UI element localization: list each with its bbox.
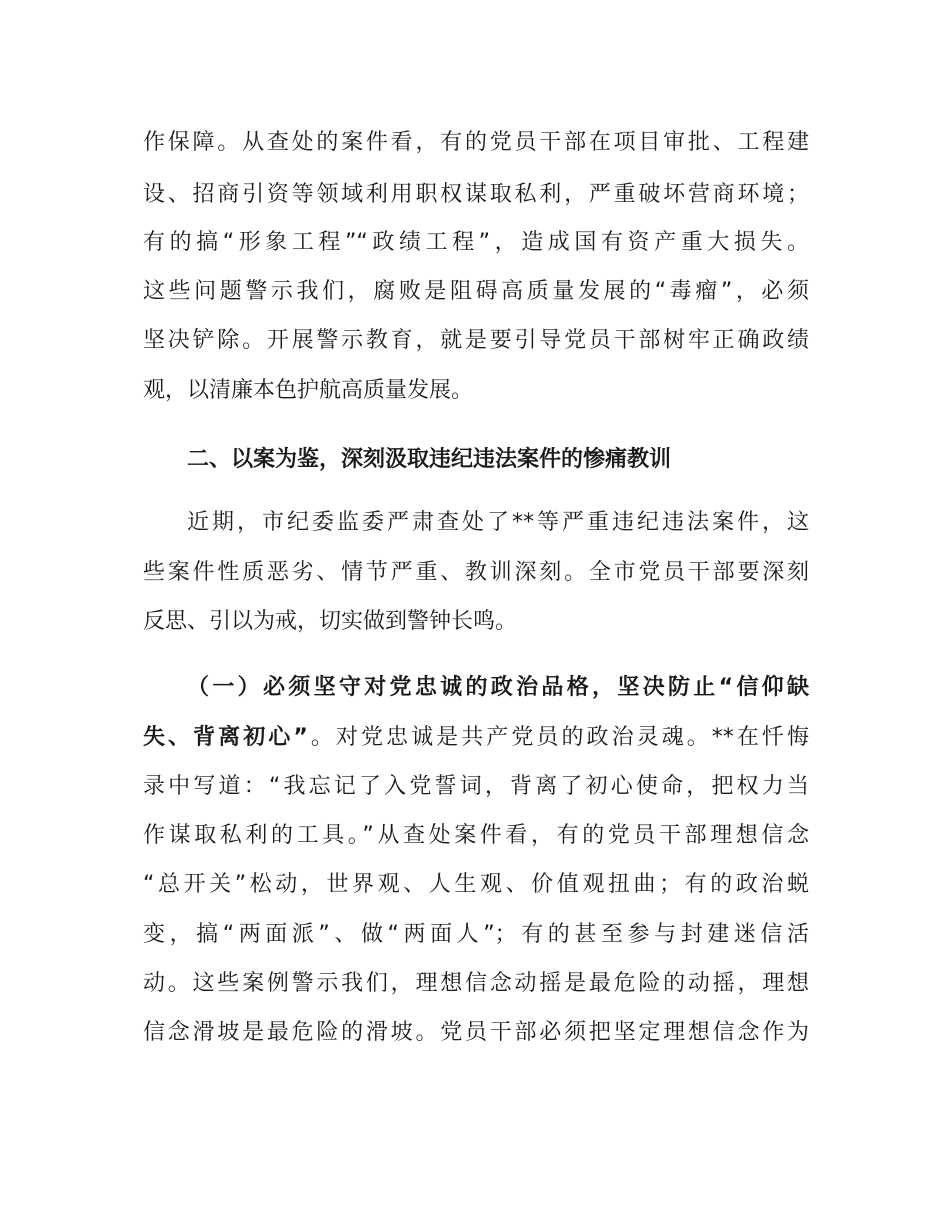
paragraph-line: 这些问题警示我们，腐败是阻碍高质量发展的“毒瘤”，必须 <box>143 279 809 304</box>
paragraph-text: 。对党忠诚是共产党员的政治灵魂。**在忏悔 <box>307 725 809 750</box>
paragraph-line: “总开关”松动，世界观、人生观、价值观扭曲；有的政治蜕 <box>143 872 809 897</box>
paragraph-line: 设、招商引资等领域利用职权谋取私利，严重破坏营商环境； <box>143 182 809 207</box>
paragraph-line: 录中写道：“我忘记了入党誓词，背离了初心使命，把权力当 <box>143 774 809 799</box>
paragraph-line: 信念滑坡是最危险的滑坡。党员干部必须把坚定理想信念作为 <box>143 1020 809 1045</box>
paragraph-line: 作谋取私利的工具。”从查处案件看，有的党员干部理想信念 <box>143 823 809 848</box>
subsection-heading: （一）必须坚守对党忠诚的政治品格，坚决防止“信仰缺 <box>187 675 809 700</box>
paragraph-line <box>143 712 809 764</box>
section-heading: 二、以案为鉴，深刻汲取违纪违法案件的惨痛教训 <box>187 447 672 472</box>
paragraph-line: 作保障。从查处的案件看，有的党员干部在项目审批、工程建 <box>143 130 809 155</box>
paragraph-line: 些案件性质恶劣、情节严重、教训深刻。全市党员干部要深刻 <box>143 560 809 585</box>
paragraph-line: 变，搞“两面派”、做“两面人”；有的甚至参与封建迷信活 <box>143 922 809 947</box>
paragraph-line: 有的搞“形象工程”“政绩工程”，造成国有资产重大损失。 <box>143 230 809 255</box>
paragraph-line: 反思、引以为戒，切实做到警钟长鸣。 <box>143 609 518 634</box>
paragraph-line: 坚决铲除。开展警示教育，就是要引导党员干部树牢正确政绩 <box>143 328 809 353</box>
subsection-heading-tail: 失、背离初心” <box>143 725 308 750</box>
paragraph-line: 近期，市纪委监委严肃查处了**等严重违纪违法案件，这 <box>187 510 809 535</box>
paragraph-line: 观，以清廉本色护航高质量发展。 <box>143 378 474 403</box>
paragraph-line: 动。这些案例警示我们，理想信念动摇是最危险的动摇，理想 <box>143 971 809 996</box>
